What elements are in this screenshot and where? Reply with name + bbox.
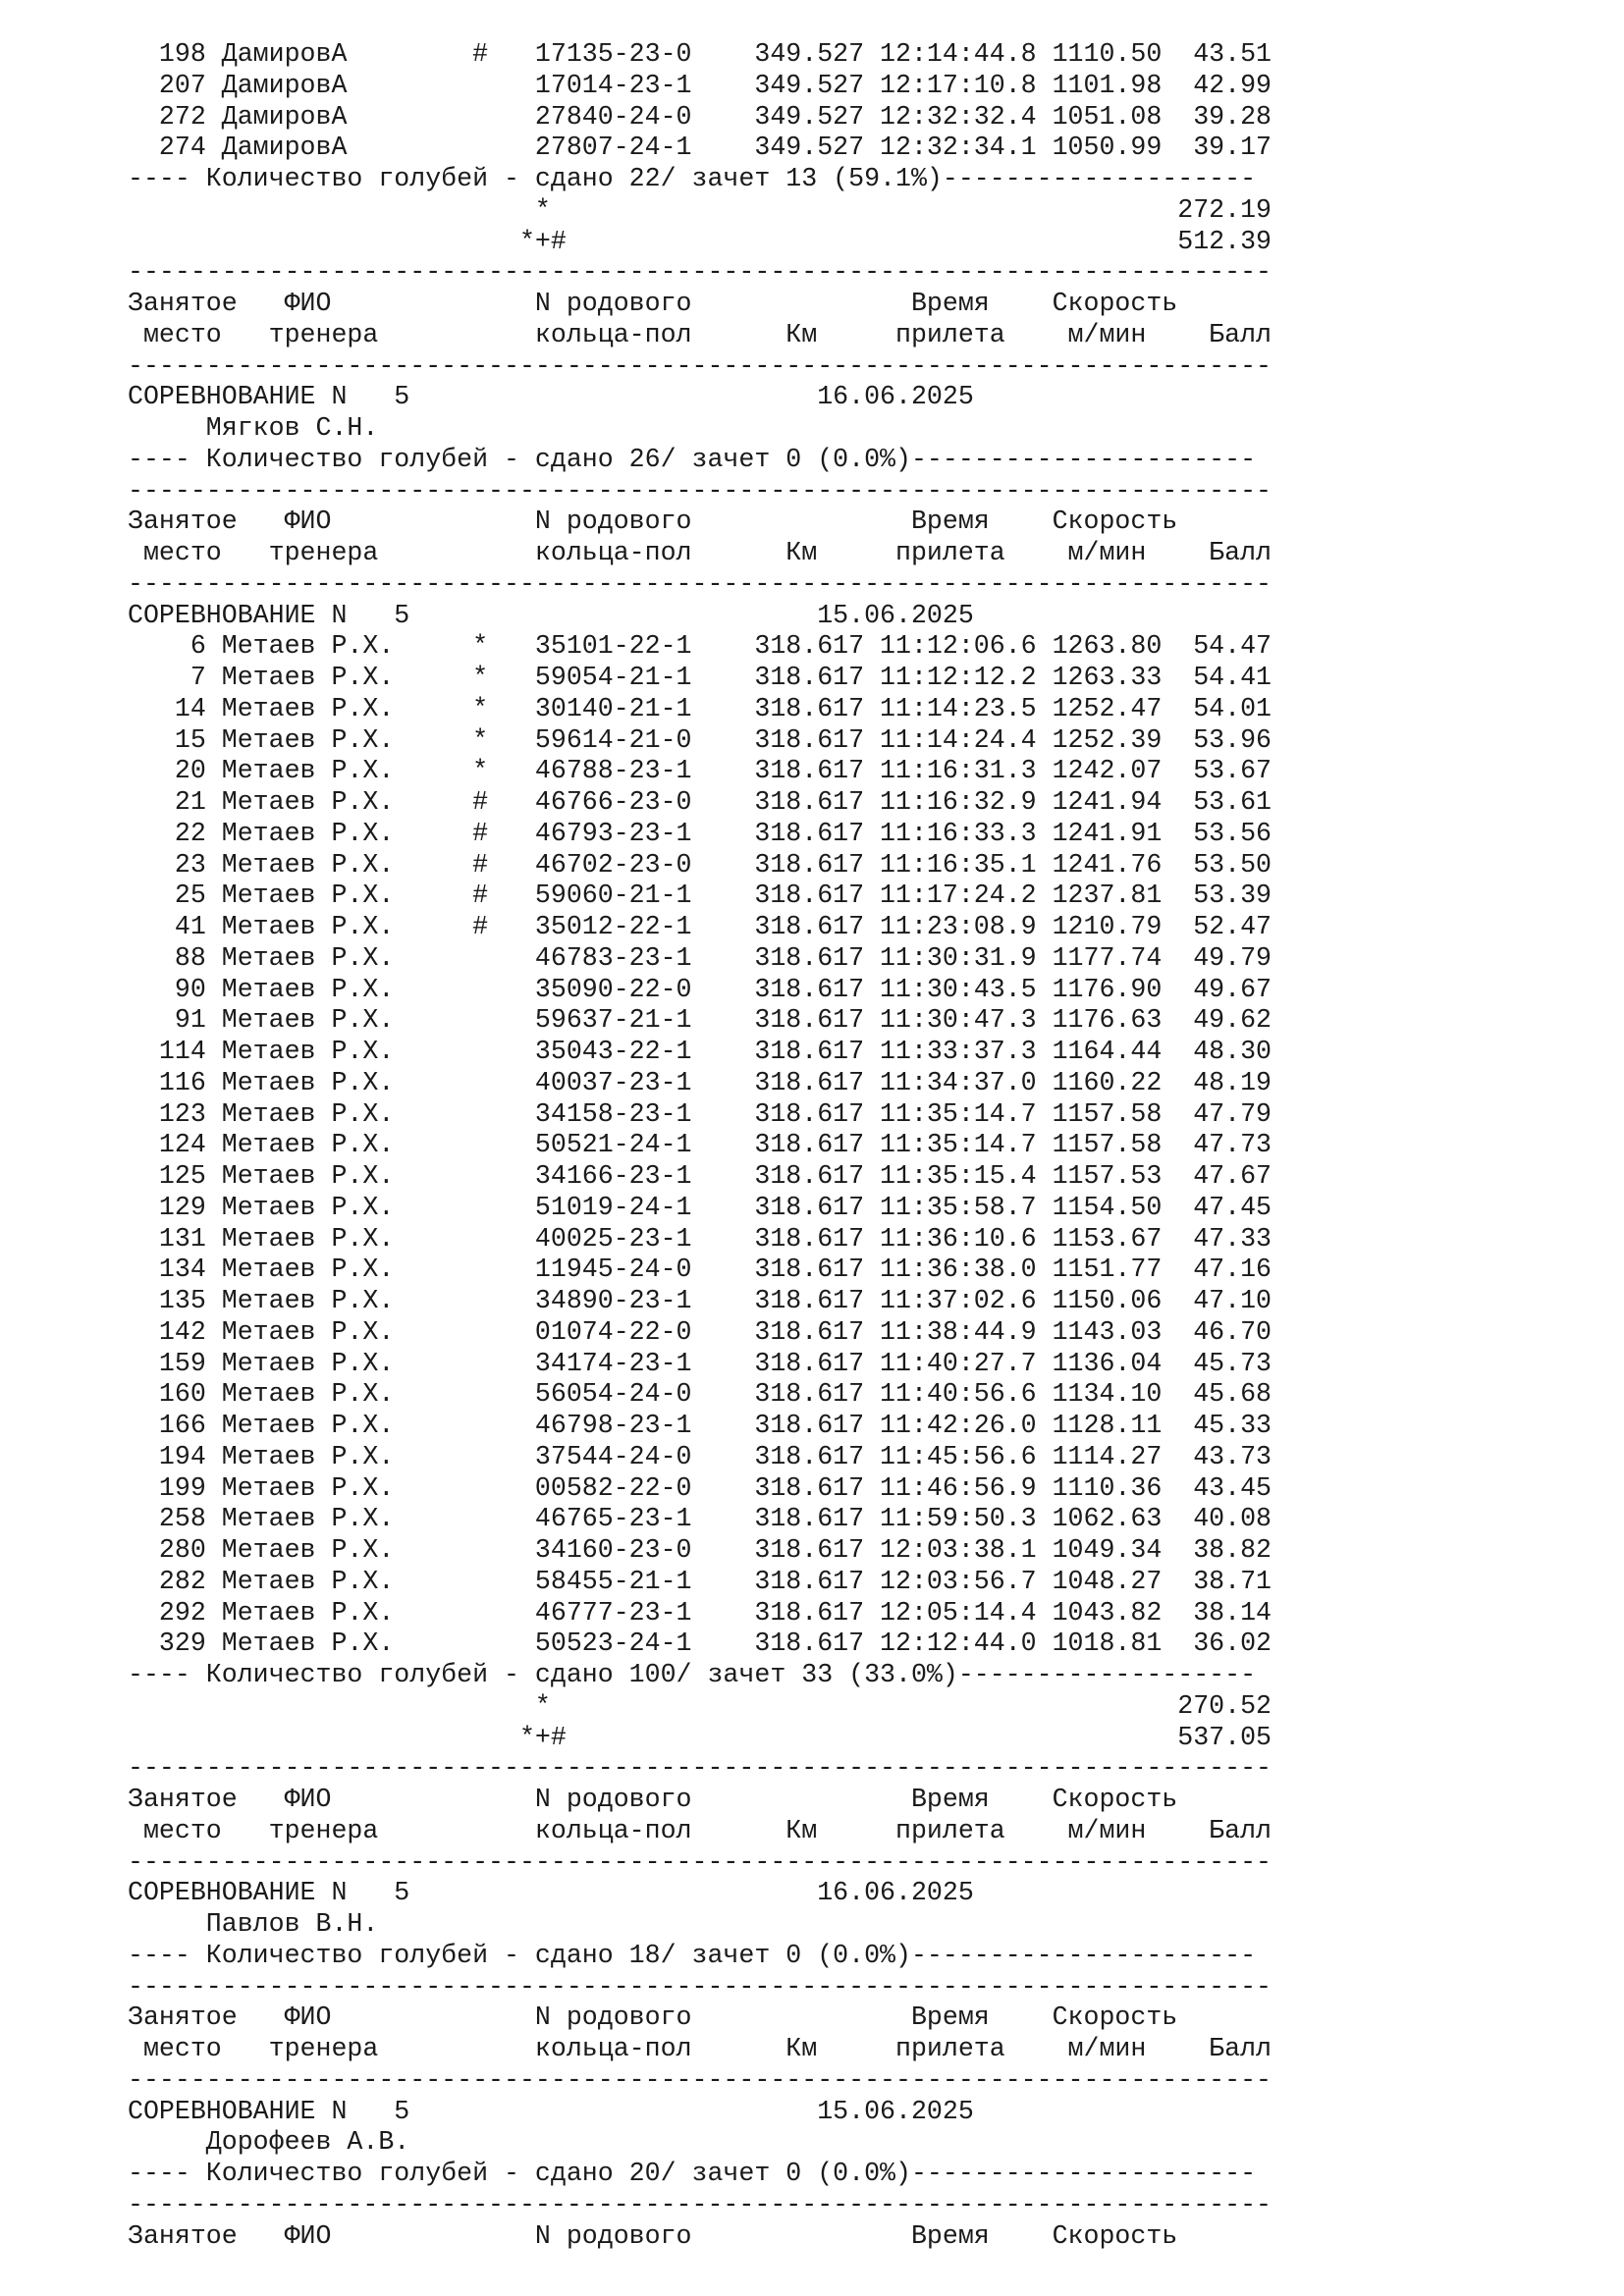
report-line: 123 Метаев Р.Х. 34158-23-1 318.617 11:35:14.7 1157.58 47.79 bbox=[128, 1098, 1272, 1129]
report-line: 14 Метаев Р.Х. * 30140-21-1 318.617 11:14:23.5 1252.47 54.01 bbox=[128, 693, 1272, 723]
report-line: 199 Метаев Р.Х. 00582-22-0 318.617 11:46:56.9 1110.36 43.45 bbox=[128, 1472, 1272, 1503]
report-line: Занятое ФИО N родового Время Скорость bbox=[128, 1785, 1178, 1814]
report-line: СОРЕВНОВАНИЕ N 5 15.06.2025 bbox=[128, 600, 974, 630]
report-line: 25 Метаев Р.Х. # 59060-21-1 318.617 11:17:24.2 1237.81 53.39 bbox=[128, 881, 1272, 911]
report-line: место тренера кольца-пол Км прилета м/мин Балл bbox=[128, 538, 1272, 567]
report-line: место тренера кольца-пол Км прилета м/мин Балл bbox=[128, 319, 1272, 349]
report-line: ---- Количество голубей - сдано 18/ зачет 0 (0.0%)---------------------- bbox=[128, 1940, 1257, 1970]
report-line: место тренера кольца-пол Км прилета м/мин Балл bbox=[128, 2034, 1272, 2063]
report-line: ------------------------------------------------------------------------- bbox=[128, 2064, 1272, 2095]
report-line: ------------------------------------------------------------------------- bbox=[128, 1753, 1272, 1784]
report-line: *+# 537.05 bbox=[128, 1722, 1272, 1752]
report-line: ------------------------------------------------------------------------- bbox=[128, 475, 1272, 506]
report-line: 114 Метаев Р.Х. 35043-22-1 318.617 11:33:37.3 1164.44 48.30 bbox=[128, 1037, 1272, 1066]
report-line: 160 Метаев Р.Х. 56054-24-0 318.617 11:40:56.6 1134.10 45.68 bbox=[128, 1379, 1272, 1410]
report-line: 129 Метаев Р.Х. 51019-24-1 318.617 11:35:58.7 1154.50 47.45 bbox=[128, 1192, 1272, 1222]
report-line: 124 Метаев Р.Х. 50521-24-1 318.617 11:35:14.7 1157.58 47.73 bbox=[128, 1130, 1272, 1160]
report-line: 198 ДамировА # 17135-23-0 349.527 12:14:44.8 1110.50 43.51 bbox=[128, 39, 1272, 69]
report-line: 20 Метаев Р.Х. * 46788-23-1 318.617 11:16:31.3 1242.07 53.67 bbox=[128, 756, 1272, 786]
report-line: ------------------------------------------------------------------------- bbox=[128, 1971, 1272, 2002]
report-line: ---- Количество голубей - сдано 22/ зачет 13 (59.1%)-------------------- bbox=[128, 164, 1257, 193]
report-line: ------------------------------------------------------------------------- bbox=[128, 568, 1272, 599]
report-line: 280 Метаев Р.Х. 34160-23-0 318.617 12:03:38.1 1049.34 38.82 bbox=[128, 1535, 1272, 1565]
report-line: Мягков С.Н. bbox=[128, 413, 379, 443]
report-line: 23 Метаев Р.Х. # 46702-23-0 318.617 11:16:35.1 1241.76 53.50 bbox=[128, 849, 1272, 880]
report-line: СОРЕВНОВАНИЕ N 5 16.06.2025 bbox=[128, 1878, 974, 1908]
report-line: 125 Метаев Р.Х. 34166-23-1 318.617 11:35:15.4 1157.53 47.67 bbox=[128, 1161, 1272, 1191]
report-line: 6 Метаев Р.Х. * 35101-22-1 318.617 11:12:06.6 1263.80 54.47 bbox=[128, 631, 1272, 662]
report-line: ------------------------------------------------------------------------- bbox=[128, 2189, 1272, 2219]
report-line: *+# 512.39 bbox=[128, 226, 1272, 256]
report-line: ---- Количество голубей - сдано 20/ зачет 0 (0.0%)---------------------- bbox=[128, 2159, 1257, 2188]
report-line: СОРЕВНОВАНИЕ N 5 16.06.2025 bbox=[128, 382, 974, 412]
report-line: * 272.19 bbox=[128, 194, 1272, 225]
report-line: 258 Метаев Р.Х. 46765-23-1 318.617 11:59:50.3 1062.63 40.08 bbox=[128, 1504, 1272, 1534]
report-line: ---- Количество голубей - сдано 100/ зачет 33 (33.0%)------------------- bbox=[128, 1660, 1257, 1689]
report-line: 274 ДамировА 27807-24-1 349.527 12:32:34.1 1050.99 39.17 bbox=[128, 133, 1272, 163]
report-line: 159 Метаев Р.Х. 34174-23-1 318.617 11:40:27.7 1136.04 45.73 bbox=[128, 1348, 1272, 1378]
report-line: ------------------------------------------------------------------------- bbox=[128, 257, 1272, 288]
report-line: ------------------------------------------------------------------------- bbox=[128, 1846, 1272, 1877]
report-line: 91 Метаев Р.Х. 59637-21-1 318.617 11:30:47.3 1176.63 49.62 bbox=[128, 1005, 1272, 1036]
report-line: Дорофеев А.В. bbox=[128, 2127, 410, 2158]
report-line: 134 Метаев Р.Х. 11945-24-0 318.617 11:36:38.0 1151.77 47.16 bbox=[128, 1255, 1272, 1285]
report-line: 131 Метаев Р.Х. 40025-23-1 318.617 11:36:10.6 1153.67 47.33 bbox=[128, 1223, 1272, 1254]
report-line: 207 ДамировА 17014-23-1 349.527 12:17:10.8 1101.98 42.99 bbox=[128, 70, 1272, 100]
report-line: 272 ДамировА 27840-24-0 349.527 12:32:32.4 1051.08 39.28 bbox=[128, 101, 1272, 132]
report-line: Занятое ФИО N родового Время Скорость bbox=[128, 2220, 1178, 2251]
report-line: 292 Метаев Р.Х. 46777-23-1 318.617 12:05:14.4 1043.82 38.14 bbox=[128, 1597, 1272, 1628]
report-line: 7 Метаев Р.Х. * 59054-21-1 318.617 11:12:12.2 1263.33 54.41 bbox=[128, 663, 1272, 692]
report-page bbox=[128, 39, 1502, 2252]
report-line: 135 Метаев Р.Х. 34890-23-1 318.617 11:37:02.6 1150.06 47.10 bbox=[128, 1286, 1272, 1315]
report-line: ---- Количество голубей - сдано 26/ зачет 0 (0.0%)---------------------- bbox=[128, 444, 1257, 474]
report-line: место тренера кольца-пол Км прилета м/мин Балл bbox=[128, 1815, 1272, 1845]
report-line: 194 Метаев Р.Х. 37544-24-0 318.617 11:45:56.6 1114.27 43.73 bbox=[128, 1441, 1272, 1471]
report-line: 15 Метаев Р.Х. * 59614-21-0 318.617 11:14:24.4 1252.39 53.96 bbox=[128, 724, 1272, 755]
report-line: Занятое ФИО N родового Время Скорость bbox=[128, 2002, 1178, 2033]
report-line: 88 Метаев Р.Х. 46783-23-1 318.617 11:30:31.9 1177.74 49.79 bbox=[128, 942, 1272, 973]
report-line: Занятое ФИО N родового Время Скорость bbox=[128, 507, 1178, 537]
report-line: Павлов В.Н. bbox=[128, 1909, 379, 1939]
report-line: * 270.52 bbox=[128, 1690, 1272, 1721]
report-line: 166 Метаев Р.Х. 46798-23-1 318.617 11:42:26.0 1128.11 45.33 bbox=[128, 1411, 1272, 1440]
report-line: 41 Метаев Р.Х. # 35012-22-1 318.617 11:23:08.9 1210.79 52.47 bbox=[128, 912, 1272, 941]
report-line: 116 Метаев Р.Х. 40037-23-1 318.617 11:34:37.0 1160.22 48.19 bbox=[128, 1067, 1272, 1097]
report-line: 21 Метаев Р.Х. # 46766-23-0 318.617 11:16:32.9 1241.94 53.61 bbox=[128, 787, 1272, 817]
report-line: ------------------------------------------------------------------------- bbox=[128, 350, 1272, 381]
report-line: 22 Метаев Р.Х. # 46793-23-1 318.617 11:16:33.3 1241.91 53.56 bbox=[128, 818, 1272, 848]
report-line: СОРЕВНОВАНИЕ N 5 15.06.2025 bbox=[128, 2096, 974, 2126]
report-line: 329 Метаев Р.Х. 50523-24-1 318.617 12:12:44.0 1018.81 36.02 bbox=[128, 1629, 1272, 1659]
report-line: 142 Метаев Р.Х. 01074-22-0 318.617 11:38:44.9 1143.03 46.70 bbox=[128, 1316, 1272, 1347]
report-line: 282 Метаев Р.Х. 58455-21-1 318.617 12:03:56.7 1048.27 38.71 bbox=[128, 1566, 1272, 1596]
report-line: 90 Метаев Р.Х. 35090-22-0 318.617 11:30:43.5 1176.90 49.67 bbox=[128, 974, 1272, 1004]
report-line: Занятое ФИО N родового Время Скорость bbox=[128, 289, 1178, 318]
